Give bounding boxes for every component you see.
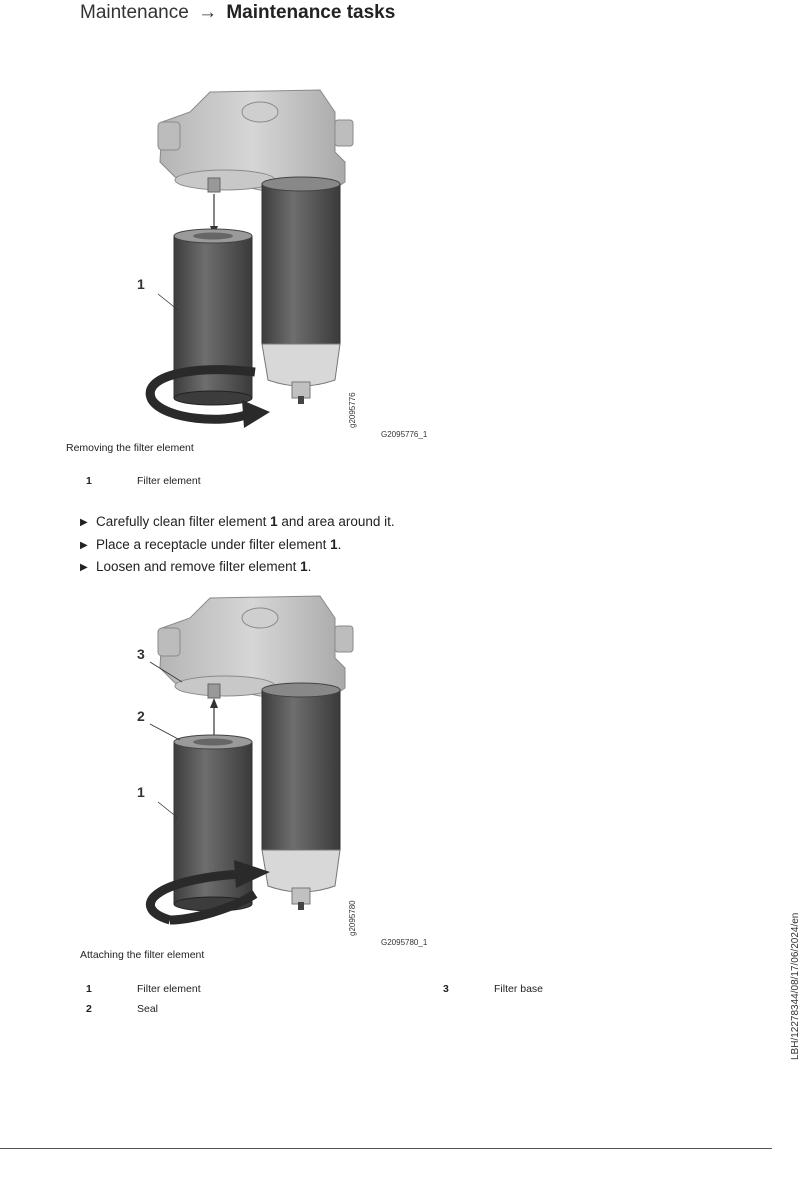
filter-removal-illustration [130,82,430,432]
legend-text: Filter base [494,983,544,995]
step-item: ▶ Loosen and remove filter element 1. [80,556,395,579]
callout-label: 1 [137,784,145,800]
callout-label: 2 [137,708,145,724]
figure-attaching-filter: 3 2 1 g2095780 [130,590,430,940]
breadcrumb-arrow-icon: → [198,2,218,23]
callout-label: 3 [137,646,145,662]
breadcrumb [80,0,395,26]
figure-code: G2095780_1 [381,938,428,947]
step-item: ▶ Place a receptacle under filter element 1. [80,534,395,557]
figure-caption: Removing the filter element [66,442,194,454]
legend-text: Seal [137,1003,159,1015]
legend-number: 1 [86,983,92,995]
legend-number: 1 [86,475,92,487]
triangle-right-icon: ▶ [80,539,88,551]
figure-removing-filter: 1 g2095776 [130,82,430,432]
step-list [80,511,395,579]
triangle-right-icon: ▶ [80,562,88,573]
callout-label: 1 [137,276,145,292]
legend-number: 2 [86,1003,92,1015]
step-item: ▶ Carefully clean filter element 1 and area around it. [80,511,395,534]
legend-text: Filter element [137,475,201,487]
page-title: Maintenance tasks [226,2,396,23]
filter-attach-illustration [130,590,430,940]
legend-text: Filter element [137,983,201,995]
figure-caption: Attaching the filter element [80,949,205,961]
footer-divider [0,1148,772,1149]
breadcrumb-section: Maintenance [80,2,189,23]
legend-number: 3 [443,983,449,995]
triangle-right-icon: ▶ [80,517,88,528]
figure-code: G2095776_1 [381,430,428,439]
